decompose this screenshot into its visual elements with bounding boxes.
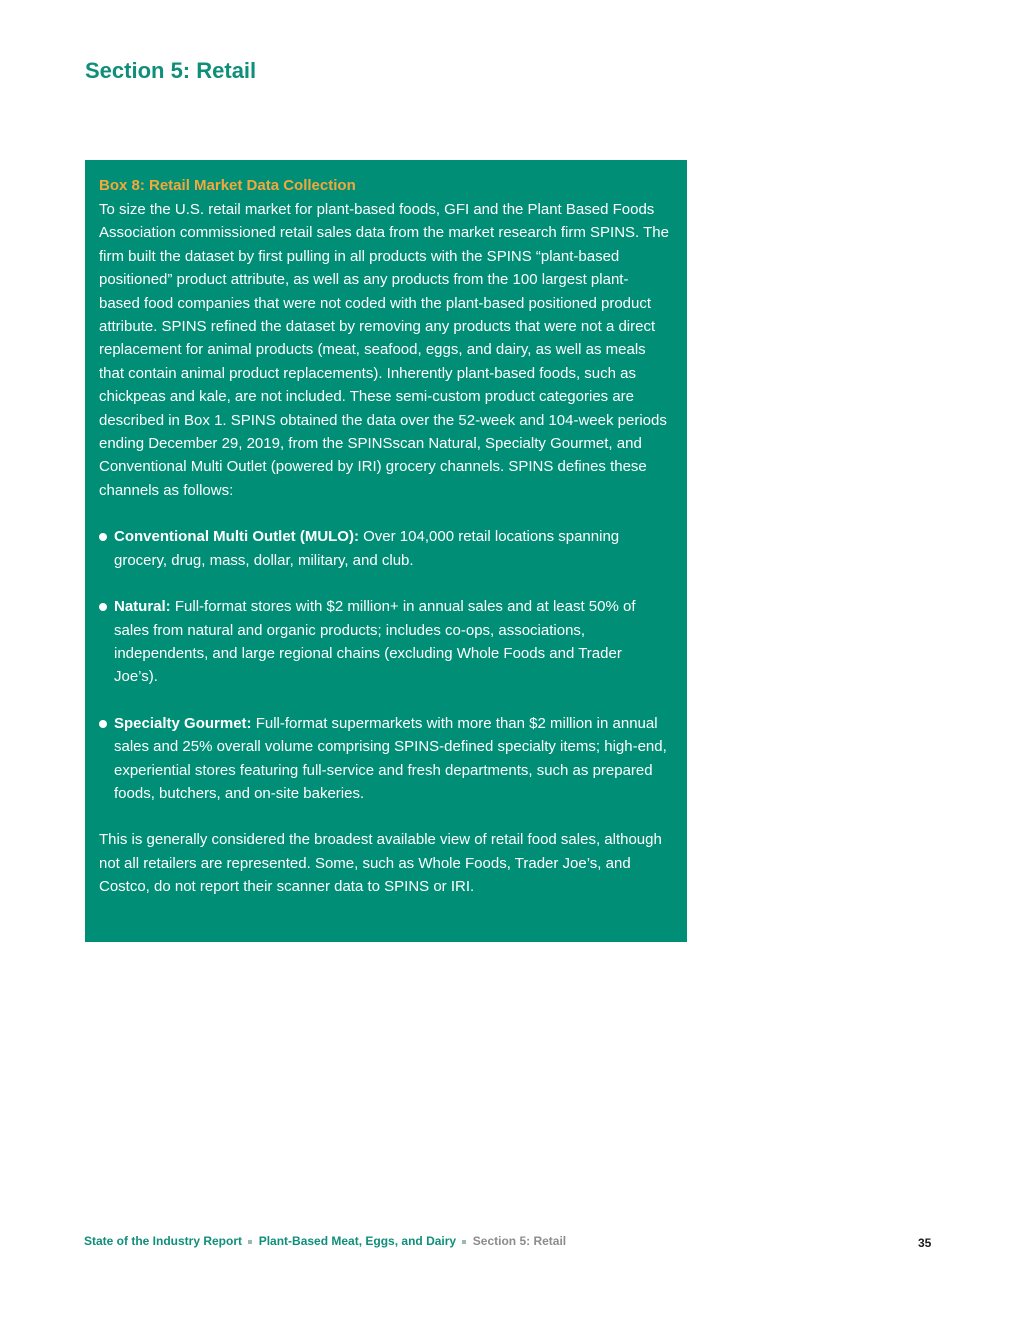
bullet-dot-icon [99,720,107,728]
channel-term: Natural: [114,598,171,616]
channel-description: Full-format stores with $2 million+ in annual sales and at least 50% of sales from natural and organic products; includes co-ops, associations, independents, and large regional chains (excluding Whole Foods and Trader Joe’s). [114,598,636,686]
channel-term: Conventional Multi Outlet (MULO): [114,528,359,546]
channel-item-specialty-gourmet [99,712,669,806]
channel-item-mulo [99,525,669,572]
page-footer [84,1234,566,1248]
channel-list [99,525,669,805]
channel-description: Full-format supermarkets with more than $2 million in annual sales and 25% overall volume comprising SPINS-defined specialty items; high-end, experiential stores featuring full-service and fresh departments, such as prepared foods, butchers, and on-site bakeries. [114,714,667,802]
bullet-dot-icon [99,603,107,611]
channel-description: Over 104,000 retail locations spanning grocery, drug, mass, dollar, military, and club. [114,528,620,569]
bullet-dot-icon [99,533,107,541]
footer-separator-icon [462,1240,466,1244]
box-closing-paragraph: This is generally considered the broadest available view of retail food sales, although not all retailers are represented. Some, such as Whole Foods, Trader Joe’s, and Costco, do not report their scanner data to SPINS or IRI. [99,831,662,896]
box-title: Box 8: Retail Market Data Collection [99,177,356,194]
footer-separator-icon [248,1240,252,1244]
channel-term: Specialty Gourmet: [114,714,252,732]
footer-report-title: State of the Industry Report [84,1234,243,1248]
channel-item-natural [99,595,669,689]
page-number: 35 [918,1236,932,1250]
footer-subject: Plant-Based Meat, Eggs, and Dairy [258,1234,457,1248]
footer-current-section: Section 5: Retail [472,1234,567,1248]
info-box [85,160,687,942]
box-intro-paragraph: To size the U.S. retail market for plant-based foods, GFI and the Plant Based Foods Association commissioned retail sales data from the market research firm SPINS. The firm built the dataset by first pulling in all products with the SPINS “plant-based positioned” product attribute, as well as any products from the 100 largest plant-based food companies that were not coded with the plant-based positioned product attribute. SPINS refined the dataset by removing any products that were not a direct replacement for animal products (meat, seafood, eggs, and dairy, as well as meals that contain animal product replacements). Inherently plant-based foods, such as chickpeas and kale, are not included. These semi-custom product categories are described in Box 1. SPINS obtained the data over the 52-week and 104-week periods ending December 29, 2019, from the SPINSscan Natural, Specialty Gourmet, and Conventional Multi Outlet (powered by IRI) grocery channels. SPINS defines these channels as follows: [99,201,669,499]
section-title: Section 5: Retail [85,58,257,83]
